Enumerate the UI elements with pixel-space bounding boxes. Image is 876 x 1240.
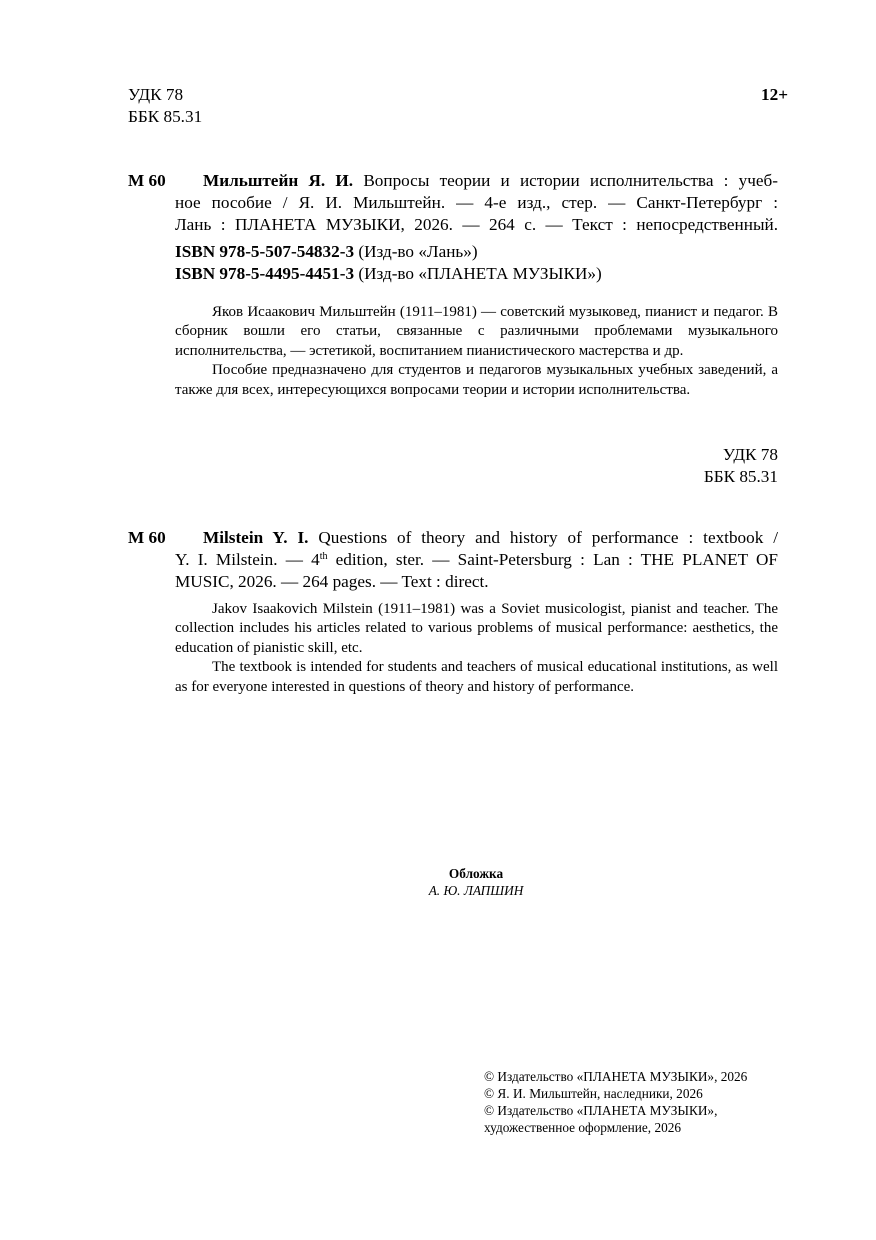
isbn-1-publisher: (Изд-во «Лань») [358,242,478,261]
en-abstract-paragraph-2: The textbook is intended for students and teachers of musical educational institutions, as well as for everyone interested in questions of theory and history of performance. [175,659,778,695]
cover-artist: А. Ю. ЛАПШИН [428,883,524,898]
ru-bbk: ББК 85.31 [703,467,778,486]
ru-isbn-2 [175,263,602,285]
ru-record-line-2: ное пособие / Я. И. Мильштейн. — 4-е изд., стер. — Санкт-Петербург : [175,193,778,212]
en-line-2-end: edition, ster. — Saint-Petersburg : Lan : THE PLANET OF [327,550,778,569]
isbn-2-publisher: (Изд-во «ПЛАНЕТА МУЗЫКИ») [358,264,602,283]
ru-record-line-3: Лань : ПЛАНЕТА МУЗЫКИ, 2026. — 264 с. — Текст : непосредственный. [175,215,778,234]
en-abstract [175,600,778,697]
ru-bibliographic-record [175,170,778,236]
header-bbk: ББК 85.31 [128,107,203,126]
ru-abstract [175,303,778,400]
copyright-line-3: © Издательство «ПЛАНЕТА МУЗЫКИ», [484,1103,718,1118]
en-entry-code: М 60 [128,528,166,547]
en-record-line-1 [175,527,778,549]
ru-title: Вопросы теории и истории исполнительства : учеб- [363,171,779,190]
age-rating: 12+ [761,85,788,104]
ru-udk: УДК 78 [722,445,778,464]
copyright-line-1: © Издательство «ПЛАНЕТА МУЗЫКИ», 2026 [484,1069,748,1084]
en-bibliographic-record [175,527,778,593]
isbn-1-number: ISBN 978-5-507-54832-3 [175,242,355,261]
en-abstract-paragraph-1: Jakov Isaakovich Milstein (1911–1981) was a Soviet musicologist, pianist and teacher. The collection includes his articles related to various problems of musical performance: aesthetics, the education of pianistic skill, etc. [175,601,778,656]
copyright-line-2: © Я. И. Мильштейн, наследники, 2026 [484,1086,703,1101]
ru-author: Мильштейн Я. И. [203,171,354,190]
isbn-2-number: ISBN 978-5-4495-4451-3 [175,264,355,283]
en-author: Milstein Y. I. [203,528,309,547]
ru-isbn-list [175,241,602,285]
en-title: Questions of theory and history of performance : textbook / [318,528,779,547]
ru-entry-code: М 60 [128,171,166,190]
ru-abstract-paragraph-2: Пособие предназначено для студентов и педагогов музыкальных учебных заведений, а также для всех, интересующихся вопросами теории и истории исполнительства. [175,362,778,398]
ru-record-line-1 [175,170,778,192]
copyright-block [484,1068,747,1136]
edition-superscript: th [319,551,328,562]
ru-isbn-1 [175,241,602,263]
header-udk: УДК 78 [128,85,184,104]
copyright-line-4: художественное оформление, 2026 [484,1120,682,1135]
en-record-line-3: MUSIC, 2026. — 264 pages. — Text : direct. [175,572,489,591]
cover-label: Обложка [448,866,504,881]
ru-classification [600,444,778,488]
cover-credit [300,865,652,899]
ru-abstract-paragraph-1: Яков Исаакович Мильштейн (1911–1981) — советский музыковед, пианист и педагог. В сборник вошли его статьи, связанные с различными проблемами музыкального исполнительства, — эстетикой, воспитанием пианистического мастерства и др. [175,304,778,359]
en-line-2-start: Y. I. Milstein. — 4 [175,550,320,569]
en-record-line-2 [175,549,778,571]
